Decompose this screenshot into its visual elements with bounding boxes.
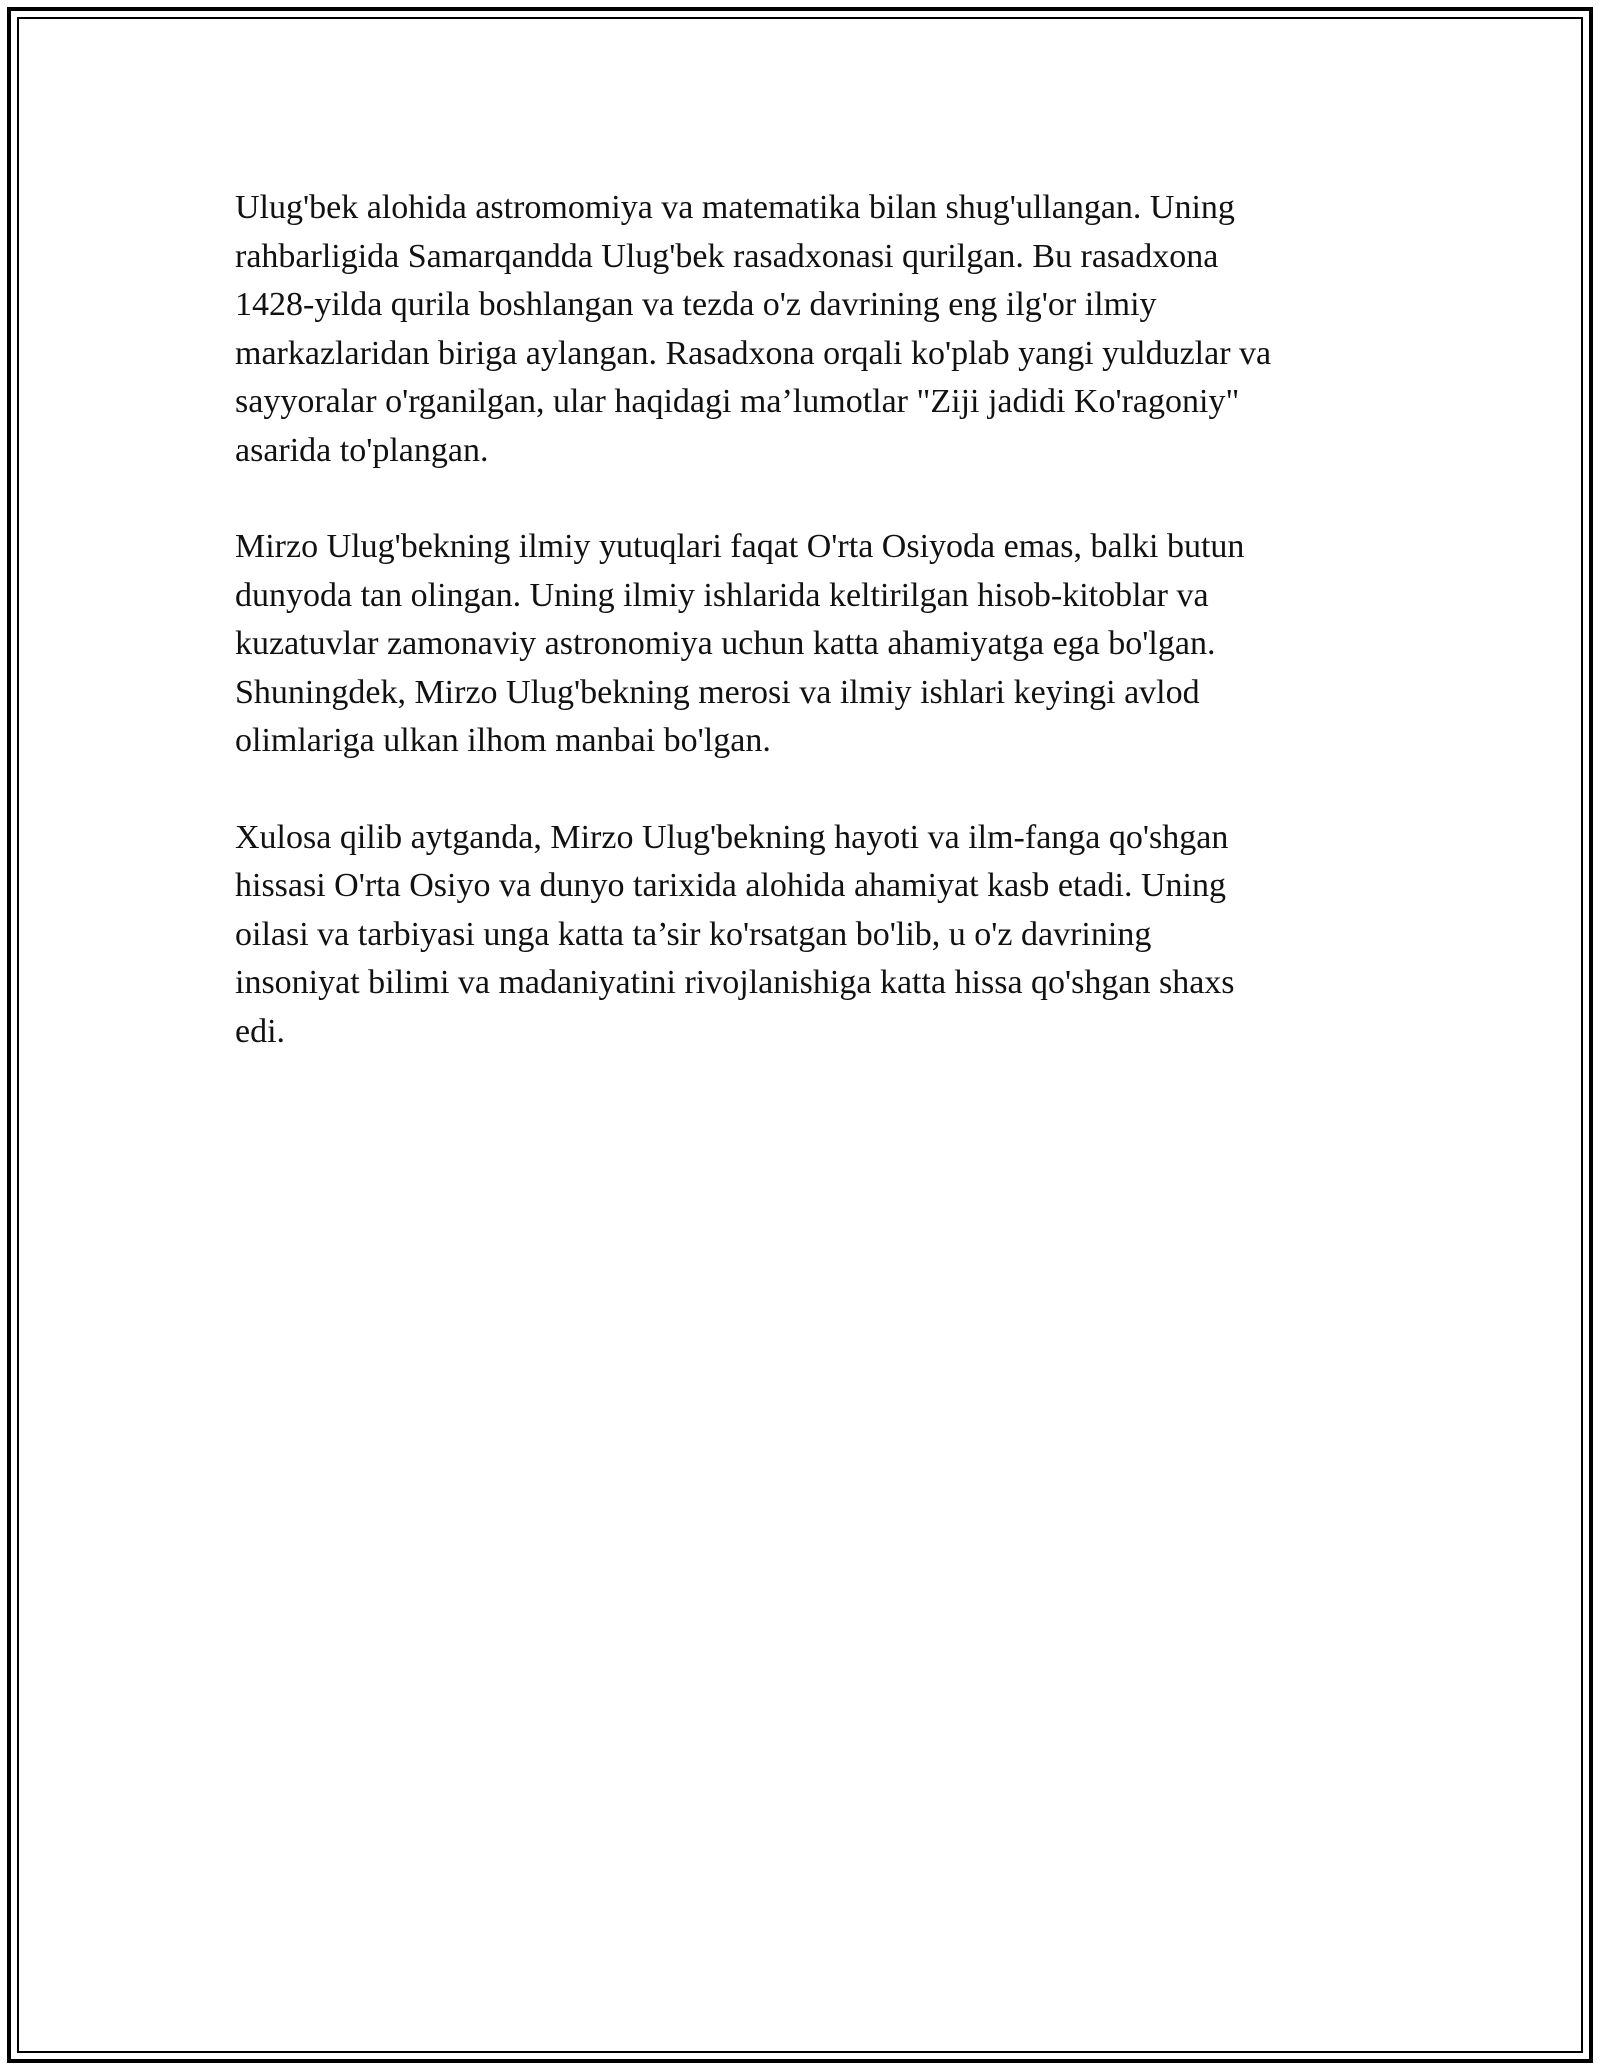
paragraph-observatory [235, 184, 1375, 475]
paragraph-conclusion [235, 814, 1375, 1057]
text-line: edi. [235, 1012, 286, 1050]
text-line: asarida to'plangan. [235, 431, 489, 469]
text-line: 1428-yilda qurila boshlangan va tezda o'z davrining eng ilg'or ilmiy [235, 286, 1157, 323]
document-body [235, 184, 1375, 1104]
paragraph-achievements [235, 523, 1375, 766]
text-line: olimlariga ulkan ilhom manbai bo'lgan. [235, 722, 771, 759]
text-line: sayyoralar o'rganilgan, ular haqidagi ma’lumotlar "Ziji jadidi Ko'ragoniy" [235, 383, 1240, 420]
text-line: Xulosa qilib aytganda, Mirzo Ulug'bekning hayoti va ilm-fanga qo'shgan [235, 818, 1229, 856]
text-line: Mirzo Ulug'bekning ilmiy yutuqlari faqat O'rta Osiyoda emas, balki butun [235, 528, 1245, 565]
text-line: rahbarligida Samarqandda Ulug'bek rasadxonasi qurilgan. Bu rasadxona [235, 237, 1219, 275]
text-line: insoniyat bilimi va madaniyatini rivojlanishiga katta hissa qo'shgan shaxs [235, 964, 1235, 1001]
text-line: dunyoda tan olingan. Uning ilmiy ishlarida keltirilgan hisob-kitoblar va [235, 576, 1209, 614]
text-line: markazlaridan biriga aylangan. Rasadxona orqali ko'plab yangi yulduzlar va [235, 334, 1272, 372]
text-line: Shuningdek, Mirzo Ulug'bekning merosi va ilmiy ishlari keyingi avlod [235, 673, 1200, 711]
text-line: Ulug'bek alohida astromomiya va matematika bilan shug'ullangan. Uning [235, 189, 1235, 226]
text-line: oilasi va tarbiyasi unga katta ta’sir ko'rsatgan bo'lib, u o'z davrining [235, 915, 1152, 953]
text-line: hissasi O'rta Osiyo va dunyo tarixida alohida ahamiyat kasb etadi. Uning [235, 867, 1226, 904]
text-line: kuzatuvlar zamonaviy astronomiya uchun katta ahamiyatga ega bo'lgan. [235, 625, 1216, 662]
